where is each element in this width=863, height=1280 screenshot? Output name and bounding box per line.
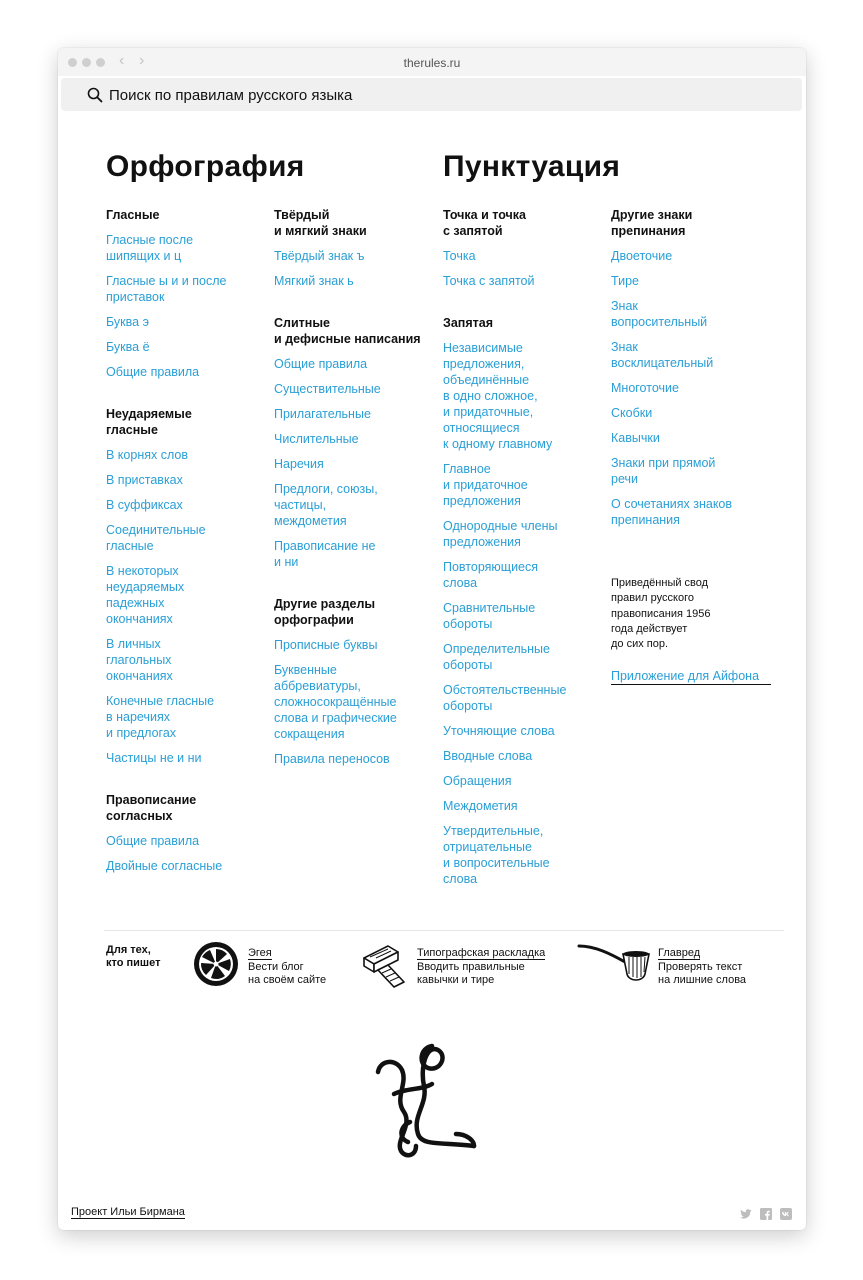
rule-link[interactable]: Конечные гласные в наречиях и предлогах bbox=[106, 694, 215, 740]
back-arrow-icon[interactable]: ‹ bbox=[119, 52, 125, 69]
rule-link[interactable]: Двойные согласные bbox=[106, 859, 223, 873]
rule-link[interactable]: Числительные bbox=[274, 432, 359, 446]
orthography-title: Орфография bbox=[106, 150, 305, 183]
product-description: Проверять текст на лишние слова bbox=[658, 961, 747, 986]
rule-link[interactable]: Междометия bbox=[443, 799, 518, 813]
rule-link[interactable]: В суффиксах bbox=[106, 498, 183, 512]
rule-link[interactable]: Гласные после шипящих и ц bbox=[106, 233, 194, 263]
facebook-icon[interactable] bbox=[760, 1208, 772, 1220]
group-heading: Неударяемые гласные bbox=[106, 407, 192, 437]
rule-link[interactable]: Многоточие bbox=[611, 381, 679, 395]
group-heading: Другие разделы орфографии bbox=[274, 597, 376, 627]
group-heading: Точка и точка с запятой bbox=[443, 208, 527, 238]
rule-link[interactable]: В личных глагольных окончаниях bbox=[106, 637, 173, 683]
rule-link[interactable]: Правила переносов bbox=[274, 752, 390, 766]
info-note: Приведённый свод правил русского правописания 1956 года действует до сих пор. bbox=[611, 577, 711, 651]
rule-link[interactable]: Общие правила bbox=[106, 365, 200, 379]
rule-link[interactable]: Буквенные аббревиатуры, сложносокращённые слова и графические сокращения bbox=[274, 663, 397, 741]
group-heading: Слитные и дефисные написания bbox=[274, 316, 421, 346]
punctuation-title: Пунктуация bbox=[443, 150, 621, 183]
product-typography-layout bbox=[417, 943, 545, 987]
rule-link[interactable]: Соединительные гласные bbox=[106, 523, 206, 553]
rule-link[interactable]: Буква э bbox=[106, 315, 149, 329]
group-hard-soft-signs bbox=[274, 207, 434, 289]
orthography-column-1 bbox=[106, 207, 266, 900]
rule-link[interactable]: Повторяющиеся слова bbox=[443, 560, 539, 590]
product-name-link[interactable]: Главред bbox=[658, 947, 701, 959]
rule-link[interactable]: Тире bbox=[611, 274, 639, 288]
vk-icon[interactable] bbox=[780, 1208, 792, 1220]
browser-window bbox=[58, 48, 806, 1230]
rule-link[interactable]: Двоеточие bbox=[611, 249, 673, 263]
rule-link[interactable]: Обращения bbox=[443, 774, 512, 788]
rule-link[interactable]: Буква ё bbox=[106, 340, 150, 354]
project-author-link[interactable]: Проект Ильи Бирмана bbox=[71, 1206, 185, 1218]
product-egea bbox=[248, 943, 326, 987]
product-description: Вводить правильные кавычки и тире bbox=[417, 961, 525, 986]
rule-link[interactable]: Гласные ы и и после приставок bbox=[106, 274, 227, 304]
rule-link[interactable]: Знак восклицательный bbox=[611, 340, 714, 370]
rule-link[interactable]: Прилагательные bbox=[274, 407, 371, 421]
rule-link[interactable]: Однородные члены предложения bbox=[443, 519, 558, 549]
rule-link[interactable]: Предлоги, союзы, частицы, междометия bbox=[274, 482, 378, 528]
group-heading: Гласные bbox=[106, 208, 160, 222]
orthography-column-2 bbox=[274, 207, 434, 793]
rule-link[interactable]: Правописание не и ни bbox=[274, 539, 376, 569]
rule-link[interactable]: Общие правила bbox=[274, 357, 368, 371]
rule-link[interactable]: Точка bbox=[443, 249, 476, 263]
product-description: Вести блог на своём сайте bbox=[248, 961, 327, 986]
rule-link[interactable]: Скобки bbox=[611, 406, 653, 420]
group-heading: Твёрдый и мягкий знаки bbox=[274, 208, 367, 238]
rule-link[interactable]: Определительные обороты bbox=[443, 642, 550, 672]
search-bar[interactable] bbox=[61, 78, 802, 111]
group-period bbox=[443, 207, 603, 289]
rule-link[interactable]: Знаки при прямой речи bbox=[611, 456, 716, 486]
group-unstressed-vowels bbox=[106, 406, 266, 766]
for-writers-label: Для тех, кто пишет bbox=[106, 944, 161, 969]
punctuation-column-2 bbox=[611, 207, 771, 694]
group-other-marks bbox=[611, 207, 771, 528]
rule-link[interactable]: Кавычки bbox=[611, 431, 660, 445]
address-bar-url[interactable]: therules.ru bbox=[403, 56, 461, 70]
twitter-icon[interactable] bbox=[740, 1208, 752, 1220]
rule-link[interactable]: Общие правила bbox=[106, 834, 200, 848]
group-heading: Правописание согласных bbox=[106, 793, 197, 823]
rule-link[interactable]: Обстоятельственные обороты bbox=[443, 683, 567, 713]
rule-link[interactable]: Мягкий знак ь bbox=[274, 274, 354, 288]
rule-link[interactable]: Знак вопросительный bbox=[611, 299, 708, 329]
forward-arrow-icon[interactable]: › bbox=[139, 52, 145, 69]
search-icon bbox=[87, 87, 103, 103]
rule-link[interactable]: Прописные буквы bbox=[274, 638, 378, 652]
group-comma bbox=[443, 315, 603, 887]
product-name-link[interactable]: Эгея bbox=[248, 947, 272, 959]
rule-link[interactable]: О сочетаниях знаков препинания bbox=[611, 497, 733, 527]
rule-link[interactable]: Главное и придаточное предложения bbox=[443, 462, 528, 508]
rule-link[interactable]: Наречия bbox=[274, 457, 324, 471]
iphone-app-link[interactable]: Приложение для Айфона bbox=[611, 668, 771, 685]
pipe-icon[interactable] bbox=[577, 940, 651, 984]
rule-link[interactable]: В некоторых неударяемых падежных окончаниях bbox=[106, 564, 185, 626]
rule-link[interactable]: Утвердительные, отрицательные и вопросительные слова bbox=[443, 824, 550, 886]
footer-divider bbox=[104, 930, 784, 931]
group-other-orthography bbox=[274, 596, 434, 767]
rule-link[interactable]: Сравнительные обороты bbox=[443, 601, 536, 631]
rule-link[interactable]: Вводные слова bbox=[443, 749, 533, 763]
calligraphic-logo-icon bbox=[370, 1038, 480, 1163]
punctuation-column-1 bbox=[443, 207, 603, 913]
product-name-link[interactable]: Типографская раскладка bbox=[417, 947, 546, 959]
rule-link[interactable]: Независимые предложения, объединённые в одно сложное, и придаточные, относящиеся к одному главному bbox=[443, 341, 553, 451]
titlebar bbox=[58, 48, 806, 76]
group-joint-hyphen bbox=[274, 315, 434, 570]
rule-link[interactable]: В корнях слов bbox=[106, 448, 188, 462]
rule-link[interactable]: Уточняющие слова bbox=[443, 724, 555, 738]
rule-link[interactable]: В приставках bbox=[106, 473, 183, 487]
product-glavred bbox=[658, 943, 746, 987]
group-heading: Другие знаки препинания bbox=[611, 208, 693, 238]
rule-link[interactable]: Твёрдый знак ъ bbox=[274, 249, 365, 263]
lemon-icon[interactable] bbox=[192, 940, 240, 988]
group-vowels bbox=[106, 207, 266, 380]
rule-link[interactable]: Частицы не и ни bbox=[106, 751, 202, 765]
search-input[interactable] bbox=[109, 85, 709, 105]
rule-link[interactable]: Существительные bbox=[274, 382, 381, 396]
group-heading: Запятая bbox=[443, 316, 493, 330]
typewriter-key-icon[interactable] bbox=[358, 938, 410, 990]
group-consonants bbox=[106, 792, 266, 874]
rule-link[interactable]: Точка с запятой bbox=[443, 274, 535, 288]
